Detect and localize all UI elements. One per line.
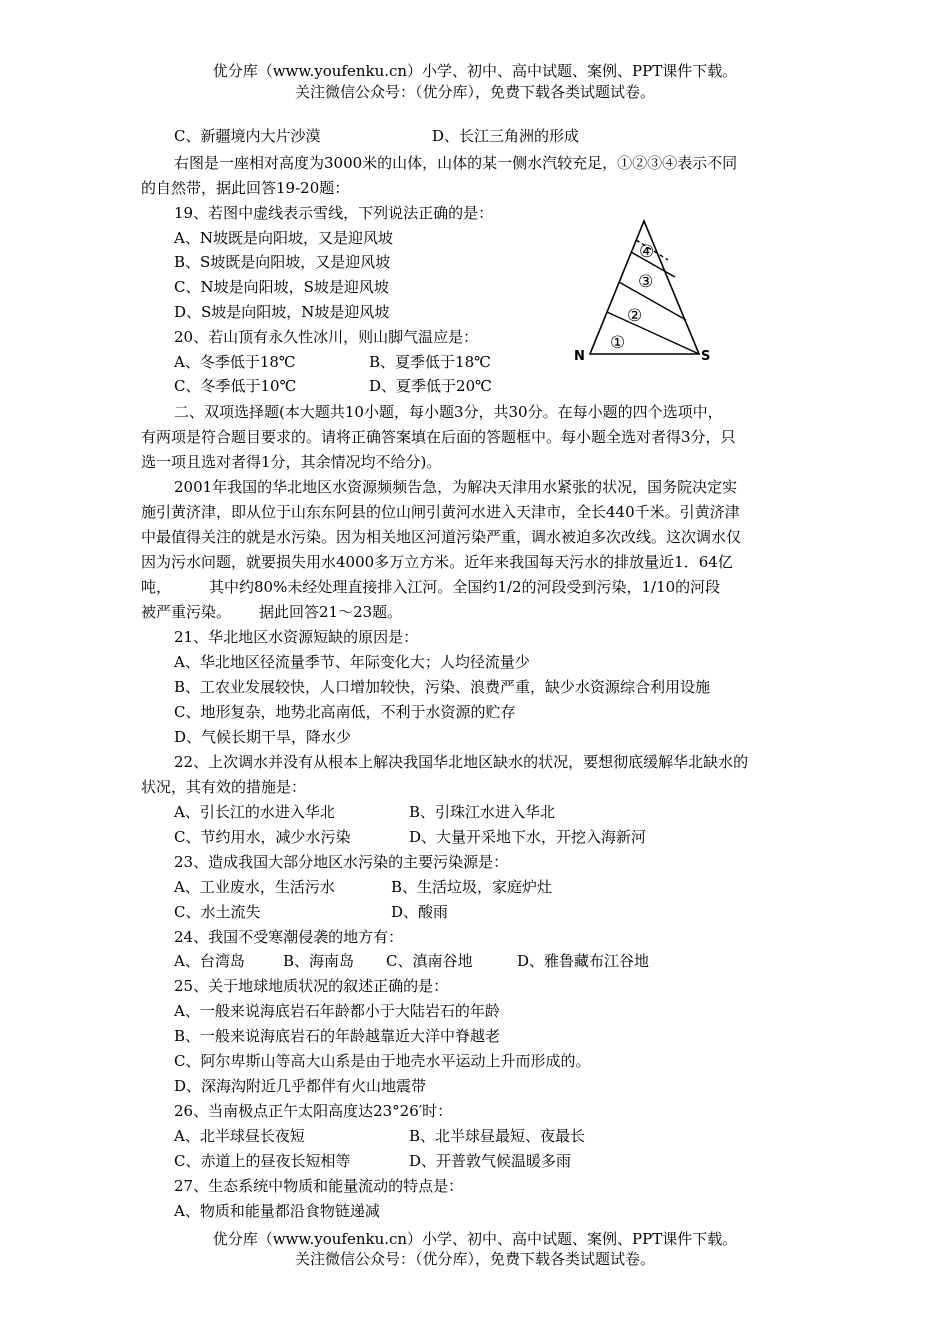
section2-line-1: 二、双项选择题(本大题共10小题，每小题3分，共30分。在每小题的四个选项中， [174,403,723,421]
intro-19-line-1: 右图是一座相对高度为3000米的山体，山体的某一侧水汽较充足，①②③④表示不同 [174,154,738,172]
zone-3-label: ③ [638,272,654,292]
header-line-1: 优分库（www.youfenku.cn）小学、初中、高中试题、案例、PPT课件下载。 [212,62,738,80]
q19-option-c: C、N坡是向阳坡，S坡是迎风坡 [174,278,389,296]
q20-stem: 20、若山顶有永久性冰川，则山脚气温应是： [174,328,479,346]
q24-option-c: C、滇南谷地 [386,952,473,970]
section2-line-3: 选一项且选对者得1分，其余情况均不给分)。 [141,453,442,471]
q22-option-a: A、引长江的水进入华北 [174,803,335,821]
q21-stem: 21、华北地区水资源短缺的原因是： [174,628,419,646]
q22-option-d: D、大量开采地下水，开挖入海新河 [409,828,647,846]
q22-stem-line-1: 22、上次调水并没有从根本上解决我国华北地区缺水的状况，要想彻底缓解华北缺水的 [174,753,749,771]
q21-option-b: B、工农业发展较快，人口增加较快，污染、浪费严重，缺少水资源综合利用设施 [174,678,711,696]
zone-2-label: ② [627,306,643,326]
intro-19-line-2: 的自然带，据此回答19-20题： [141,179,350,197]
q20-option-a: A、冬季低于18℃ [174,353,296,371]
passage-line-6b: 据此回答21～23题。 [259,603,403,621]
q25-option-a: A、一般来说海底岩石年龄都小于大陆岩石的年龄 [174,1002,500,1020]
q23-option-c: C、水土流失 [174,903,261,921]
passage-line-2: 施引黄济津，即从位于山东东阿县的位山闸引黄河水进入天津市，全长440千米。引黄济津 [141,503,740,521]
q20-option-c: C、冬季低于10℃ [174,377,297,395]
footer-line-1: 优分库（www.youfenku.cn）小学、初中、高中试题、案例、PPT课件下载。 [212,1230,738,1248]
q22-option-c: C、节约用水，减少水污染 [174,828,351,846]
passage-line-6a: 被严重污染。 [141,603,232,621]
passage-line-5a: 吨， [141,578,172,596]
passage-line-1: 2001年我国的华北地区水资源频频告急，为解决天津用水紧张的状况，国务院决定实 [174,478,738,496]
q26-option-b: B、北半球昼最短、夜最长 [409,1127,586,1145]
q26-option-c: C、赤道上的昼夜长短相等 [174,1152,351,1170]
q26-option-d: D、开普敦气候温暖多雨 [409,1152,572,1170]
header-line-2: 关注微信公众号：（优分库），免费下载各类试题试卷。 [294,83,655,101]
q25-option-b: B、一般来说海底岩石的年龄越靠近大洋中脊越老 [174,1027,501,1045]
q22-option-b: B、引珠江水进入华北 [409,803,556,821]
passage-line-3: 中最值得关注的就是水污染。因为相关地区河道污染严重，调水被迫多次改线。这次调水仅 [141,528,742,546]
q21-option-c: C、地形复杂，地势北高南低，不利于水资源的贮存 [174,703,516,721]
south-label: S [701,349,711,364]
q23-option-a: A、工业废水，生活污水 [174,878,335,896]
q18-option-c: C、新疆境内大片沙漠 [174,127,321,145]
q26-stem: 26、当南极点正午太阳高度达23°26′时： [174,1102,453,1120]
q19-stem: 19、若图中虚线表示雪线，下列说法正确的是： [174,204,494,222]
q24-option-a: A、台湾岛 [174,952,245,970]
q20-option-b: B、夏季低于18℃ [369,353,491,371]
q25-option-c: C、阿尔卑斯山等高大山系是由于地壳水平运动上升而形成的。 [174,1052,591,1070]
q24-option-d: D、雅鲁藏布江谷地 [517,952,650,970]
q22-stem-line-2: 状况，其有效的措施是： [141,778,307,796]
passage-line-4: 因为污水问题，就要损失用水4000多万立方米。近年来我国每天污水的排放量近1．64亿 [141,553,733,571]
north-label: N [574,349,585,364]
q18-option-d: D、长江三角洲的形成 [432,127,580,145]
q21-option-d: D、气候长期干旱，降水少 [174,728,352,746]
q27-stem: 27、生态系统中物质和能量流动的特点是： [174,1177,464,1195]
q19-option-b: B、S坡既是向阳坡，又是迎风坡 [174,253,391,271]
q26-option-a: A、北半球昼长夜短 [174,1127,305,1145]
zone-1-label: ① [610,333,626,353]
footer-line-2: 关注微信公众号：（优分库），免费下载各类试题试卷。 [294,1250,655,1268]
q24-stem: 24、我国不受寒潮侵袭的地方有： [174,928,404,946]
q25-stem: 25、关于地球地质状况的叙述正确的是： [174,977,449,995]
q25-option-d: D、深海沟附近几乎都伴有火山地震带 [174,1077,427,1095]
q23-option-d: D、酸雨 [391,903,449,921]
q19-option-d: D、S坡是向阳坡，N坡是迎风坡 [174,303,390,321]
q23-stem: 23、造成我国大部分地区水污染的主要污染源是： [174,853,509,871]
mountain-diagram [568,215,718,365]
section2-line-2: 有两项是符合题目要求的。请将正确答案填在后面的答题框中。每小题全选对者得3分，只 [141,428,736,446]
q24-option-b: B、海南岛 [283,952,355,970]
zone-4-label: ④ [639,242,655,262]
q27-option-a: A、物质和能量都沿食物链递减 [174,1202,380,1220]
q20-option-d: D、夏季低于20℃ [369,377,492,395]
q23-option-b: B、生活垃圾，家庭炉灶 [391,878,553,896]
q19-option-a: A、N坡既是向阳坡，又是迎风坡 [174,229,393,247]
passage-line-5b: 其中约80%未经处理直接排入江河。全国约1/2的河段受到污染，1/10的河段 [209,578,721,596]
q21-option-a: A、华北地区径流量季节、年际变化大；人均径流量少 [174,653,530,671]
